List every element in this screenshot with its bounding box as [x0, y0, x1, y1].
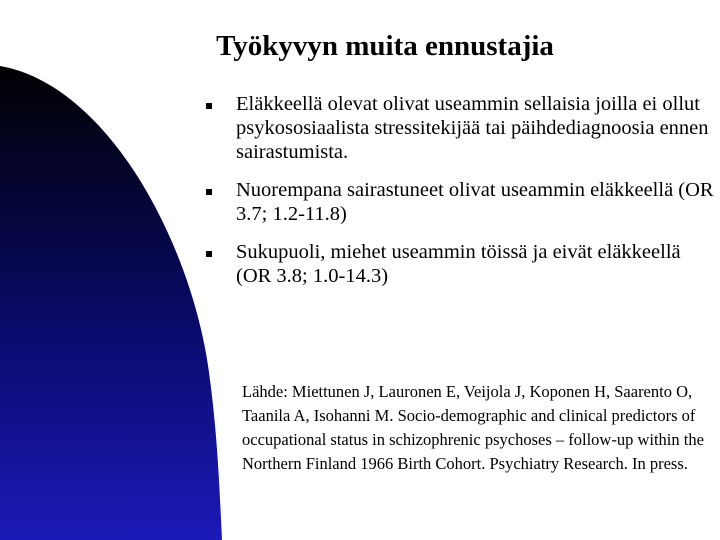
bullet-text: Nuorempana sairastuneet olivat useammin eläkkeellä (OR 3.7; 1.2-11.8) [236, 179, 714, 225]
square-bullet-icon [206, 103, 212, 109]
list-item [200, 240, 715, 288]
reference-citation: Lähde: Miettunen J, Lauronen E, Veijola J, Koponen H, Saarento O, Taanila A, Isohanni M. Socio-demographic and clinical predictors of occupational status in schizophrenic psychoses – follow-up within the Northern Finland 1966 Birth Cohort. Psychiatry Research. In press. [242, 382, 704, 473]
square-bullet-icon [206, 189, 212, 195]
slide-title: Työkyvyn muita ennustajia [216, 30, 554, 62]
list-item [200, 92, 715, 164]
bullet-text: Eläkkeellä olevat olivat useammin sellaisia joilla ei ollut psykososiaalista stressitekijää tai päihdediagnoosia ennen sairastumista. [236, 93, 709, 163]
list-item [200, 178, 715, 226]
bullet-list [200, 92, 715, 302]
square-bullet-icon [206, 251, 212, 257]
bullet-text: Sukupuoli, miehet useammin töissä ja eivät eläkkeellä (OR 3.8; 1.0-14.3) [236, 241, 681, 287]
